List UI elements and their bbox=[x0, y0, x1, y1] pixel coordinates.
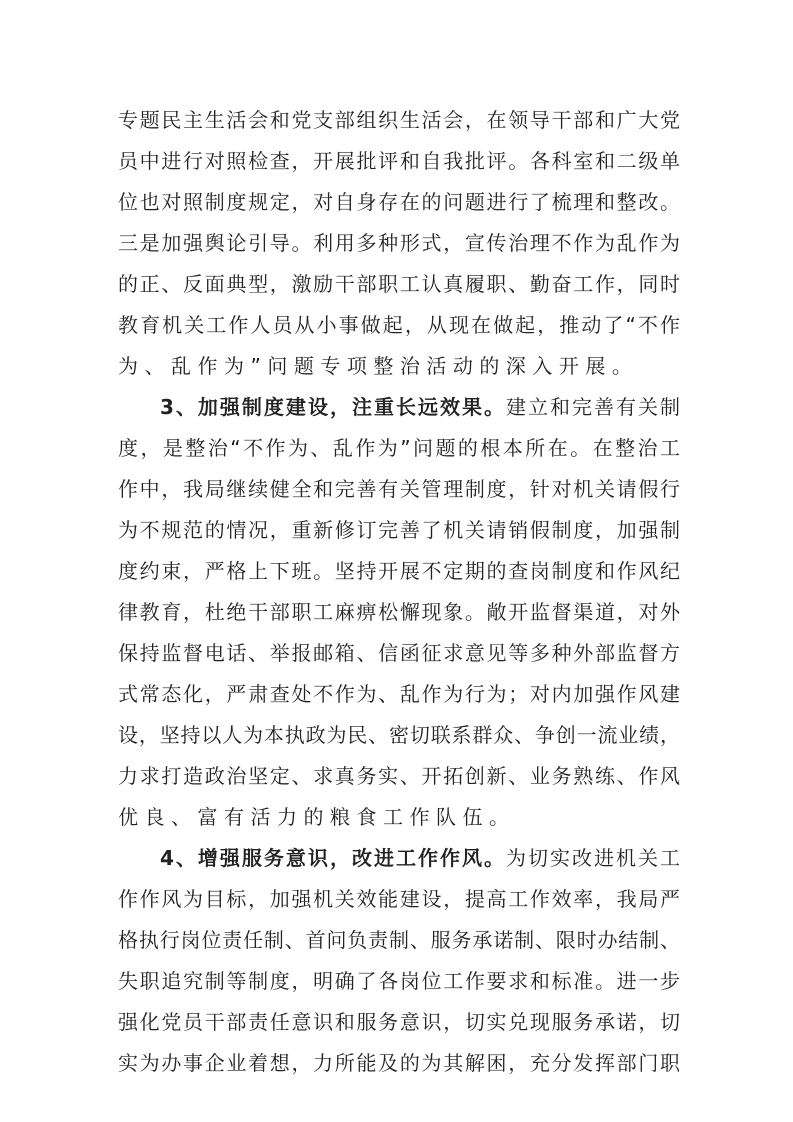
text-line: 律教育，杜绝干部职工麻痹松懈现象。敞开监督渠道，对外 bbox=[118, 600, 680, 624]
text-line: 为、乱作为”问题专项整治活动的深入开展。 bbox=[118, 354, 639, 378]
text-line: 度，是整治“不作为、乱作为”问题的根本所在。在整治工 bbox=[118, 436, 680, 460]
text-line: 格执行岗位责任制、首问负责制、服务承诺制、限时办结制、 bbox=[118, 928, 680, 952]
text-line: 力求打造政治坚定、求真务实、开拓创新、业务熟练、作风 bbox=[118, 764, 680, 788]
text-line: 专题民主生活会和党支部组织生活会，在领导干部和广大党 bbox=[118, 108, 680, 132]
text-line: 员中进行对照检查，开展批评和自我批评。各科室和二级单 bbox=[118, 149, 680, 173]
text-line: 实为办事企业着想，力所能及的为其解困，充分发挥部门职 bbox=[118, 1051, 680, 1075]
text-line: 设，坚持以人为本执政为民、密切联系群众、争创一流业绩， bbox=[118, 723, 680, 747]
text-line: 式常态化，严肃查处不作为、乱作为行为；对内加强作风建 bbox=[118, 682, 680, 706]
paragraph-first-line bbox=[160, 843, 680, 873]
text-span: 为切实改进机关工 bbox=[505, 846, 681, 870]
section-heading: 3、加强制度建设，注重长远效果。 bbox=[160, 395, 506, 419]
text-span: 建立和完善有关制 bbox=[505, 395, 681, 419]
text-line: 强化党员干部责任意识和服务意识，切实兑现服务承诺，切 bbox=[118, 1010, 680, 1034]
text-line: 保持监督电话、举报邮箱、信函征求意见等多种外部监督方 bbox=[118, 641, 680, 665]
paragraph-first-line bbox=[160, 392, 680, 422]
text-line: 的正、反面典型，激励干部职工认真履职、勤奋工作，同时 bbox=[118, 272, 680, 296]
text-line: 为不规范的情况，重新修订完善了机关请销假制度，加强制 bbox=[118, 518, 680, 542]
text-line: 作作风为目标，加强机关效能建设，提高工作效率，我局严 bbox=[118, 887, 680, 911]
text-line: 度约束，严格上下班。坚持开展不定期的查岗制度和作风纪 bbox=[118, 559, 680, 583]
section-heading: 4、增强服务意识，改进工作作风。 bbox=[160, 846, 506, 870]
text-line: 优良、富有活力的粮食工作队伍。 bbox=[118, 805, 516, 829]
text-line: 作中，我局继续健全和完善有关管理制度，针对机关请假行 bbox=[118, 477, 680, 501]
text-line: 位也对照制度规定，对自身存在的问题进行了梳理和整改。 bbox=[118, 190, 680, 214]
text-line: 失职追究制等制度，明确了各岗位工作要求和标准。进一步 bbox=[118, 969, 680, 993]
text-line: 三是加强舆论引导。利用多种形式，宣传治理不作为乱作为 bbox=[118, 231, 680, 255]
text-line: 教育机关工作人员从小事做起，从现在做起，推动了“不作 bbox=[118, 313, 680, 337]
